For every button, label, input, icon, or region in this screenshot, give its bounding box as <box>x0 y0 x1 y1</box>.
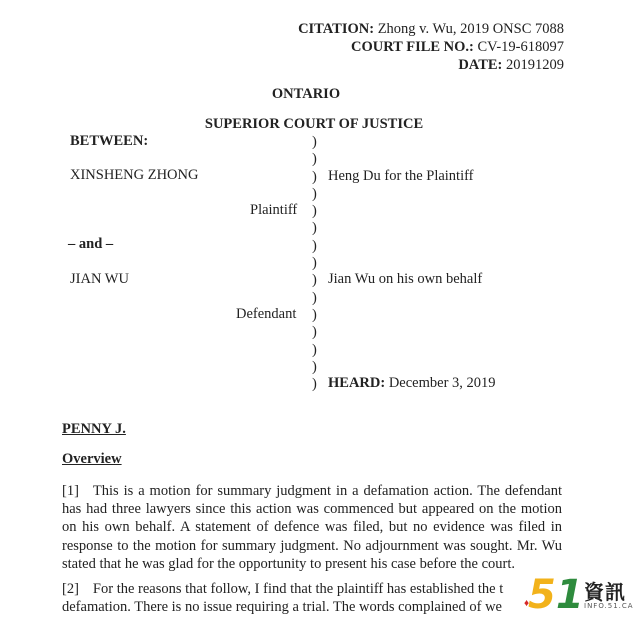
bracket: ) <box>312 203 317 220</box>
bracket: ) <box>312 237 317 254</box>
bracket-column <box>312 134 317 393</box>
paragraph-1 <box>62 482 562 573</box>
paragraph-number: [2] <box>62 581 79 597</box>
heard-date: December 3, 2019 <box>388 375 496 391</box>
logo-number: 51 <box>528 572 584 618</box>
province-heading: ONTARIO <box>271 86 341 102</box>
plaintiff-role: Plaintiff <box>250 202 298 218</box>
logo-chinese-text: 資訊 <box>584 580 626 604</box>
bracket: ) <box>312 134 317 150</box>
between-label: BETWEEN: <box>70 133 149 149</box>
bracket: ) <box>312 324 317 341</box>
court-file-label: COURT FILE NO.: <box>351 39 474 55</box>
date-value: 20191209 <box>506 57 564 73</box>
citation-block <box>298 20 564 74</box>
overview-heading: Overview <box>62 451 122 467</box>
plaintiff-name: XINSHENG ZHONG <box>70 167 199 183</box>
bracket: ) <box>312 289 317 306</box>
court-file-line <box>298 38 564 56</box>
logo-subtext: INFO.51.CA <box>584 602 634 610</box>
court-file-value: CV-19-618097 <box>477 39 564 55</box>
watermark-logo <box>522 570 632 620</box>
bracket: ) <box>312 306 317 323</box>
citation-line <box>298 20 564 38</box>
and-separator: – and – <box>68 236 114 252</box>
heard-label: HEARD: <box>328 375 386 391</box>
citation-value: Zhong v. Wu, 2019 ONSC 7088 <box>377 21 564 37</box>
date-label: DATE: <box>458 57 503 73</box>
bracket: ) <box>312 376 317 393</box>
paragraph-number: [1] <box>62 483 79 499</box>
court-name-heading: SUPERIOR COURT OF JUSTICE <box>204 116 424 132</box>
defendant-counsel: Jian Wu on his own behalf <box>328 271 483 287</box>
defendant-name: JIAN WU <box>70 271 129 287</box>
paragraph-text: For the reasons that follow, I find that the plaintiff has established the t defamation. There is no issue requiring a trial. The words complained of we <box>62 581 504 616</box>
bracket: ) <box>312 341 317 358</box>
heard-line <box>328 375 496 392</box>
plaintiff-counsel: Heng Du for the Plaintiff <box>328 168 474 184</box>
citation-label: CITATION: <box>298 21 375 37</box>
bracket: ) <box>312 272 317 289</box>
defendant-role: Defendant <box>236 306 297 322</box>
paragraph-2 <box>62 580 528 616</box>
bracket: ) <box>312 255 317 272</box>
bracket: ) <box>312 185 317 202</box>
bracket: ) <box>312 220 317 237</box>
bracket: ) <box>312 168 317 185</box>
bracket: ) <box>312 151 317 168</box>
judge-name: PENNY J. <box>62 421 126 437</box>
bracket: ) <box>312 358 317 375</box>
paragraph-text: This is a motion for summary judgment in a defamation action. The defendant has had three lawyers since this action was commenced but appeared on the motion on his own behalf. A statement of defence was filed, but no evidence was filed in response to the motion for summary judgment. No adjournment was sought. Mr. Wu stated that he was glad for the opportunity to present his case before the court. <box>62 483 562 572</box>
date-line <box>298 56 564 74</box>
maple-leaf-icon: ♦ <box>524 598 530 609</box>
